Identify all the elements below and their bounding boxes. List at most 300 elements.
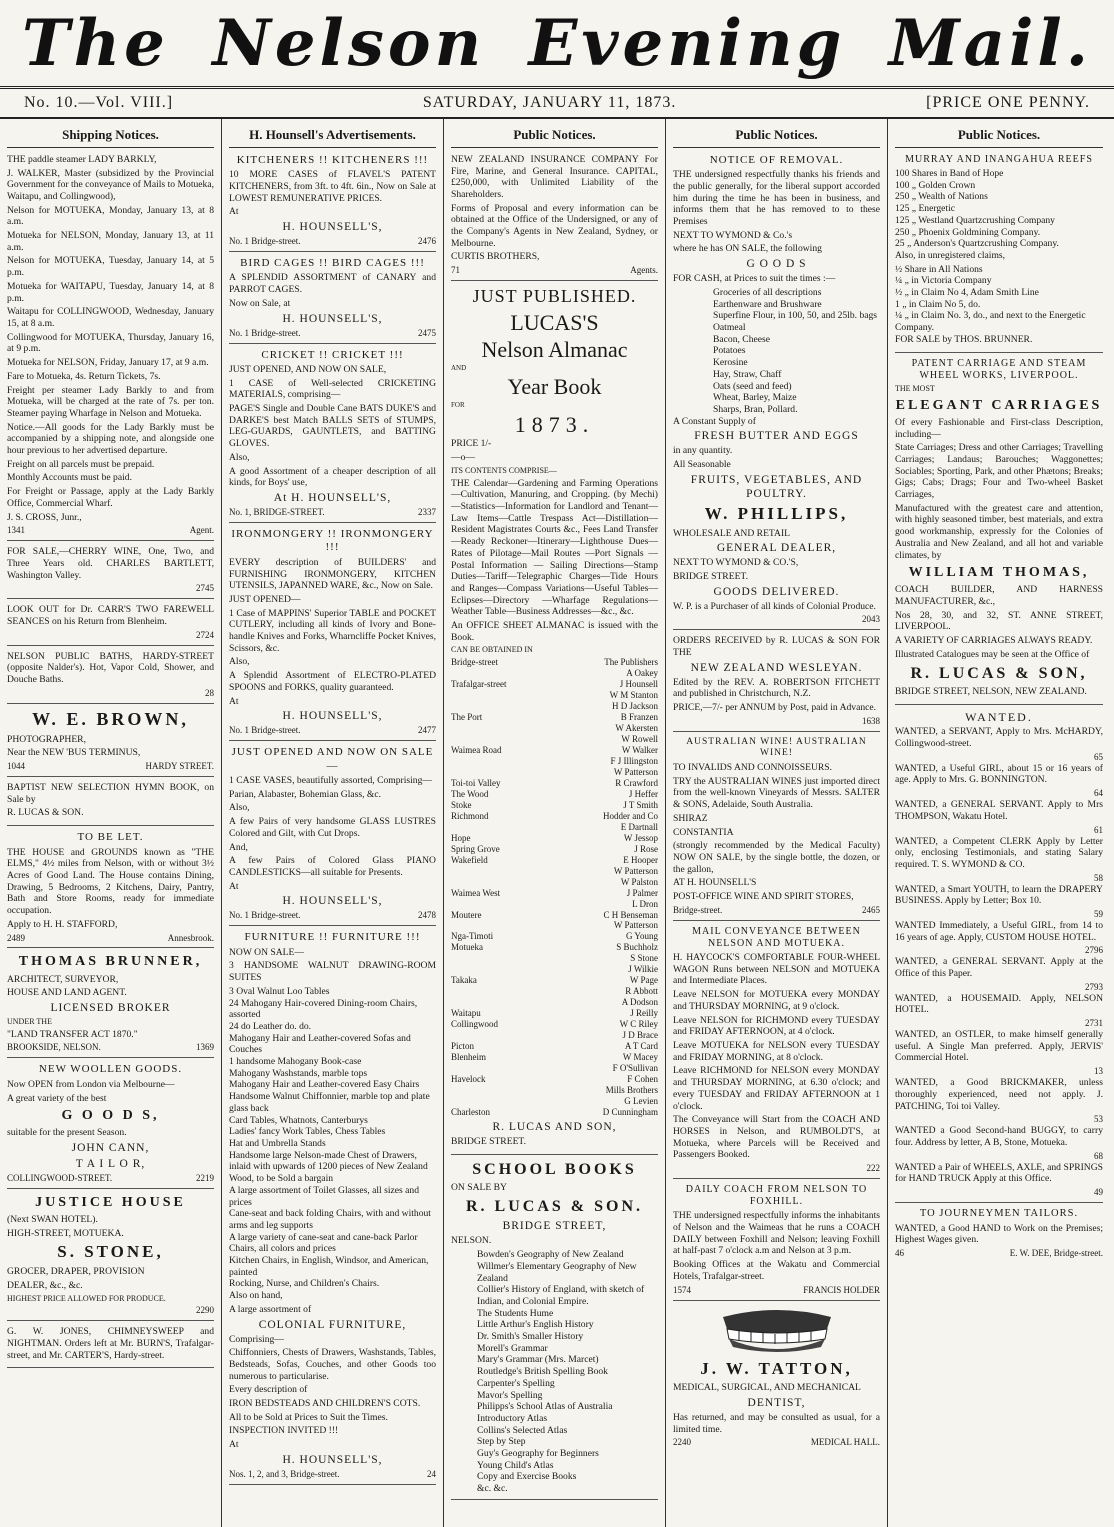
masthead bbox=[0, 0, 1114, 89]
list-item: The Port B Franzen bbox=[451, 712, 658, 723]
ad-line: INSPECTION INVITED !!! bbox=[229, 1425, 339, 1437]
wanted-item: WANTED, an OSTLER, to make himself generally useful. A Single Man preferred. Apply, JERVIS' Commercial Hotel. 13 bbox=[895, 1029, 1103, 1077]
list-item: 25 „ Anderson's Quartzcrushing Company. bbox=[895, 238, 1059, 250]
list-item: R Abbott bbox=[625, 986, 658, 997]
list-item: Willmer's Elementary Geography of New Zealand bbox=[477, 1260, 637, 1284]
ad-line: PHOTOGRAPHER, bbox=[7, 733, 86, 745]
ad-place: COLLINGWOOD-STREET. bbox=[7, 1173, 113, 1184]
list-item: A large assortment of Toilet Glasses, all sizes and prices bbox=[229, 1184, 420, 1208]
ad-body: NEW ZEALAND INSURANCE COMPANY For Fire, Marine, and General Insurance. CAPITAL, £250,000, with Unlimited Liability of the Shareholders. bbox=[451, 153, 658, 200]
list-item: W M Stanton bbox=[609, 690, 658, 701]
ad-year: 1873. bbox=[514, 411, 595, 437]
masthead-word-3: Evening bbox=[528, 5, 846, 81]
ad-line: AND bbox=[451, 363, 467, 372]
signature: J. S. CROSS, Junr., bbox=[7, 511, 82, 523]
ad-daily-coach bbox=[673, 1184, 880, 1301]
ad-to-let bbox=[7, 831, 214, 948]
column-public-notices-1 bbox=[444, 119, 666, 1527]
list-item: Waimea West J Palmer bbox=[451, 887, 658, 898]
signature: FRANCIS HOLDER bbox=[803, 1284, 880, 1295]
ad-body: J. WALKER, Master (subsidized by the Provincial Government for the conveyance of Mails to Motueka, Waitapu, and Collingwood), bbox=[7, 167, 214, 202]
column-heading: Public Notices. bbox=[451, 123, 658, 148]
ad-body: (strongly recommended by the Medical Faculty) NOW ON SALE, by the single bottle, the dozen, or the gallon, bbox=[673, 840, 880, 875]
ad-ref: 2290 bbox=[196, 1305, 214, 1316]
columns bbox=[0, 119, 1114, 1527]
ad-line: A Constant Supply of bbox=[673, 415, 756, 427]
ad-ref: 222 bbox=[866, 1163, 880, 1174]
list-item: Stoke J T Smith bbox=[451, 799, 658, 810]
ad-body: BAPTIST NEW SELECTION HYMN BOOK, on Sale by bbox=[7, 782, 214, 805]
ad-name: R. LUCAS & SON, bbox=[910, 664, 1088, 682]
ad-heading: TO BE LET. bbox=[77, 831, 144, 844]
mail-time: Leave MOTUEKA for NELSON every TUESDAY and FRIDAY MORNING, at 8 o'clock. bbox=[673, 1040, 880, 1063]
ad-body: 1 CASE of Well-selected CRICKETING MATERIALS, comprising— bbox=[229, 377, 436, 401]
ad-heading: JUSTICE HOUSE bbox=[35, 1195, 186, 1210]
list-item: Handsome Walnut Chiffonnier, marble top and plate glass back bbox=[229, 1091, 430, 1114]
ad-line: AT H. HOUNSELL'S bbox=[673, 877, 757, 889]
ad-body: ORDERS RECEIVED by R. LUCAS & SON FOR THE bbox=[673, 635, 880, 659]
ad-body: THE Calendar—Gardening and Farming Operations—Cultivation, Manuring, and Cropping. (by Mechi)—Statistics—Information for Landlord and Tenant—Law Items—Cattle Trespass Act—Distillation—Resident Magistrates Courts &c., Fees Land Transfer—Ready Reckoner—Itinerary—Lighthouse Dues—Rates of Pilotage—Mail Routes —Port Signals — Postal Information — Sailing Directions—Stamp Duties—Tariff—Telegraphic Charges—Tide Hours and Ranges—Compass Variations—Useful Tables—Eclipses—Directory —Wharfage Regulations—Weather Table—Business Addresses—&c., &c. bbox=[451, 477, 658, 618]
list-item: Collins's Selected Atlas bbox=[477, 1424, 568, 1436]
ad-ref: 2337 bbox=[418, 507, 436, 518]
list-item: Nga-Timoti G Young bbox=[451, 931, 658, 942]
ad-title: LUCAS'S bbox=[510, 310, 599, 336]
ad-line: CONSTANTIA bbox=[673, 826, 734, 838]
list-item: 125 „ Westland Quartzcrushing Company bbox=[895, 214, 1055, 226]
ad-place: MEDICAL HALL. bbox=[810, 1437, 880, 1448]
list-item: Groceries of all descriptions bbox=[713, 286, 822, 298]
ad-cherry-wine bbox=[7, 546, 214, 599]
ad-line: DEALER, &c., &c. bbox=[7, 1279, 83, 1291]
ad-body: Chiffonniers, Chests of Drawers, Washstands, Tables, Bedsteads, Sofas, Couches, and other Goods too numerous to particularise. bbox=[229, 1347, 436, 1382]
mail-time: Leave NELSON for RICHMOND every TUESDAY and FRIDAY AFTERNOON, at 4 o'clock. bbox=[673, 1014, 880, 1038]
ad-ref: 71 bbox=[451, 265, 460, 276]
list-item: W Patterson bbox=[613, 766, 658, 777]
ad-name: W. PHILLIPS, bbox=[704, 503, 849, 523]
list-item: 24 do Leather do. do. bbox=[229, 1020, 312, 1032]
ad-goods: G O O D S, bbox=[61, 1108, 160, 1124]
signature: E. W. DEE, Bridge-street. bbox=[1009, 1248, 1103, 1259]
list-item: Motueka S Buchholz bbox=[451, 942, 658, 953]
ad-name: H. HOUNSELL'S, bbox=[282, 1453, 383, 1466]
ad-line: Near the NEW 'BUS TERMINUS, bbox=[7, 747, 141, 759]
wanted-item: WANTED, a Competent CLERK Apply by Letter only, enclosing Testimonials, and stating Salary required. T. S. WYMOND & CO. 58 bbox=[895, 835, 1103, 883]
list-item: A Dodson bbox=[621, 997, 658, 1008]
ad-line: Also, bbox=[229, 451, 250, 463]
list-item: 125 „ Energetic bbox=[895, 203, 956, 215]
ad-line: JUST OPENED— bbox=[229, 593, 301, 605]
list-item: L Dron bbox=[632, 898, 658, 909]
list-item: Blenheim W Macey bbox=[451, 1052, 658, 1063]
wanted-item: WANTED a Good Second-hand BUGGY, to carry four. Address by letter, A B, Stone, Motueka. 68 bbox=[895, 1125, 1103, 1161]
ad-body: Manufactured with the greatest care and attention, with highly seasoned timber, best materials, and extra good workmanship, expressly for the Colonies of Australia and New Zealand, and all hot and variable climates, by bbox=[895, 502, 1103, 561]
ad-line: Nos 28, 30, and 32, ST. ANNE STREET, LIVERPOOL. bbox=[895, 609, 1103, 633]
ad-title: ELEGANT CARRIAGES bbox=[895, 397, 1103, 413]
ad-name: H. HOUNSELL'S, bbox=[282, 710, 383, 723]
ad-line: Of every Fashionable and First-class Description, including— bbox=[895, 416, 1103, 440]
list-item: Carpenter's Spelling bbox=[477, 1377, 555, 1389]
ad-kitcheners bbox=[229, 154, 436, 252]
ad-line: BRIDGE STREET, NELSON, NEW ZEALAND. bbox=[895, 686, 1087, 698]
wanted-item: WANTED, a HOUSEMAID. Apply, NELSON HOTEL. 2731 bbox=[895, 992, 1103, 1029]
column-heading: H. Hounsell's Advertisements. bbox=[229, 123, 436, 148]
list-item: Ladies' fancy Work Tables, Chess Tables bbox=[229, 1126, 386, 1138]
list-item: W Patterson bbox=[613, 865, 658, 876]
ad-body: THE undersigned respectfully thanks his friends and the public generally, for the liberal support accorded him during the time he has been in business, and informs them that he has removed to to these Premises bbox=[673, 169, 880, 228]
ad-heading: JUST OPENED AND NOW ON SALE— bbox=[231, 746, 434, 772]
ad-heading: JUST PUBLISHED. bbox=[472, 286, 637, 307]
list-item: G Levien bbox=[624, 1095, 658, 1106]
list-item: F O'Sullivan bbox=[612, 1063, 658, 1074]
ad-ref: 2489 bbox=[7, 932, 25, 943]
ad-ref: 46 bbox=[895, 1248, 904, 1259]
ad-line: JUST OPENED, AND NOW ON SALE, bbox=[229, 363, 387, 375]
ad-line: HIGH-STREET, MOTUEKA. bbox=[7, 1227, 124, 1239]
list-item: Moutere C H Benseman bbox=[451, 909, 658, 920]
ad-body: Forms of Proposal and every information can be obtained at the Office of the Undersigned, or any of the Company's Agents in New Zealand, Sydney, or Melbourne. bbox=[451, 202, 658, 249]
ad-name: R. LUCAS & SON. bbox=[465, 1197, 643, 1215]
ad-ref: 24 bbox=[427, 1468, 436, 1479]
ad-place: No. 1 Bridge-street. bbox=[229, 725, 301, 736]
ad-body: A SPLENDID ASSORTMENT of CANARY and PARROT CAGES. bbox=[229, 272, 436, 296]
ad-baths bbox=[7, 651, 214, 704]
ad-body: PAGE'S Single and Double Cane BATS DUKE'S and DARKE'S best Match BALLS SETS of STUMPS, LEG-GUARDS, GAUNTLETS, and BATTING GLOVES. bbox=[229, 403, 436, 450]
ad-body: State Carriages; Dress and other Carriages; Travelling Carriages; Landaus; Barouches; Waggonettes; Sociables; Sporting, Park, and other Phætons; Breaks; Gigs; Cabs; Drags; Four and Two-wheel Basket Carriages, bbox=[895, 442, 1103, 501]
ad-place: No. 1, BRIDGE-STREET. bbox=[229, 507, 325, 518]
list-item: 3 Oval Walnut Loo Tables bbox=[229, 985, 330, 997]
ad-place: Bridge-street. bbox=[673, 904, 723, 915]
ad-mail-conveyance bbox=[673, 926, 880, 1179]
ad-heading: NEW WOOLLEN GOODS. bbox=[38, 1063, 183, 1076]
ad-body: A good Assortment of a cheaper description of all kinds, for Boys' use, bbox=[229, 465, 436, 489]
list-item: 1 handsome Mahogany Book-case bbox=[229, 1056, 362, 1068]
ad-line: COACH BUILDER, AND HARNESS MANUFACTURER, &c., bbox=[895, 584, 1103, 608]
list-item: J D Brace bbox=[622, 1030, 658, 1041]
ad-bird-cages bbox=[229, 257, 436, 344]
ad-body: LOOK OUT for Dr. CARR'S TWO FAREWELL SEANCES on his Return from Blenheim. bbox=[7, 604, 214, 627]
ad-line: Parian, Alabaster, Bohemian Glass, &c. bbox=[229, 788, 382, 800]
list-item: Mahogany Hair and Leather-covered Sofas and Couches bbox=[229, 1032, 411, 1056]
list-item: Oats (seed and feed) bbox=[713, 380, 792, 392]
ad-ref: 28 bbox=[205, 687, 214, 698]
apply-text: Apply to H. H. STAFFORD, bbox=[7, 918, 118, 930]
list-item: Little Arthur's English History bbox=[477, 1319, 594, 1331]
ad-heading: PATENT CARRIAGE AND STEAM WHEEL WORKS, LIVERPOOL. bbox=[911, 357, 1087, 381]
ad-body: G. W. JONES, CHIMNEYSWEEP and NIGHTMAN. Orders left at Mr. BURN'S, Trafalgar-street, and Mr. CARTER'S, Hardy-street. bbox=[7, 1326, 214, 1361]
ad-name: S. STONE, bbox=[57, 1242, 164, 1262]
issue-price: [PRICE ONE PENNY. bbox=[926, 94, 1090, 111]
list-item: 250 „ Wealth of Nations bbox=[895, 191, 988, 203]
ad-agent: Agents. bbox=[630, 265, 658, 276]
ad-line: SHIRAZ bbox=[673, 812, 708, 824]
ad-body: 1 CASE VASES, beautifully assorted, Comprising— bbox=[229, 775, 432, 787]
ad-ref: 1574 bbox=[673, 1284, 691, 1295]
ad-name: J. W. TATTON, bbox=[700, 1358, 853, 1378]
ad-ref: 2477 bbox=[418, 725, 436, 736]
ad-line: in any quantity. bbox=[673, 445, 733, 457]
ad-goods: G O O D S bbox=[746, 258, 807, 271]
list-item: Guy's Geography for Beginners bbox=[477, 1448, 599, 1460]
list-item: 1 „ in Claim No 5, do. bbox=[895, 298, 981, 310]
list-item: Philipps's School Atlas of Australia bbox=[477, 1401, 613, 1413]
ad-place: No. 1 Bridge-street. bbox=[229, 327, 301, 338]
ad-line: At bbox=[229, 695, 239, 707]
monthly-text: Monthly Accounts must be paid. bbox=[7, 472, 132, 484]
ad-name: THOMAS BRUNNER, bbox=[18, 954, 203, 970]
ad-hymn-book bbox=[7, 782, 214, 826]
ad-line: GENERAL DEALER, bbox=[716, 542, 837, 555]
ad-line: THE MOST bbox=[895, 383, 935, 393]
ad-line: FRUITS, VEGETABLES, AND POULTRY. bbox=[690, 473, 863, 500]
wanted-item: WANTED Immediately, a Useful GIRL, from 14 to 16 years of age. Apply, CUSTOM HOUSE HOTEL. 2796 bbox=[895, 919, 1103, 956]
list-item: Routledge's British Spelling Book bbox=[477, 1366, 608, 1378]
masthead-word-2: Nelson bbox=[212, 5, 486, 81]
ad-australian-wine bbox=[673, 737, 880, 921]
list-item: Bowden's Geography of New Zealand bbox=[477, 1249, 624, 1261]
ad-heading: BIRD CAGES !! BIRD CAGES !!! bbox=[240, 257, 425, 270]
ad-heading: FURNITURE !! FURNITURE !!! bbox=[244, 931, 421, 944]
ad-body: THE HOUSE and GROUNDS known as "THE ELMS," 4½ miles from Nelson, with or without 3½ Acres of Good Land. The House contains Dining, Drawing, 5 Bedrooms, 2 Kitchens, Dairy, Pantry, Bath and Store Rooms, ready for immediate occupation. bbox=[7, 846, 214, 917]
list-item: Havelock F Cohen bbox=[451, 1074, 658, 1085]
ad-line: FRESH BUTTER AND EGGS bbox=[694, 430, 859, 443]
ad-body: H. HAYCOCK'S COMFORTABLE FOUR-WHEEL WAGON Runs between NELSON and MOTUEKA and Intermediate Places. bbox=[673, 952, 880, 987]
ad-line: FOR CASH, at Prices to suit the times :— bbox=[673, 273, 836, 285]
ad-line: —o— bbox=[451, 452, 475, 464]
list-item: Sharps, Bran, Pollard. bbox=[713, 403, 798, 415]
list-item: Waitapu J Reilly bbox=[451, 1008, 658, 1019]
ad-body: TRY the AUSTRALIAN WINES just imported direct from the well-known Vineyards of Messrs. SALTER & SONS, Adelaide, South Australia. bbox=[673, 775, 880, 811]
list-item: Copy and Exercise Books bbox=[477, 1471, 577, 1483]
list-item: 100 „ Golden Crown bbox=[895, 179, 976, 191]
ad-line: (Next SWAN HOTEL). bbox=[7, 1214, 98, 1226]
ad-line: BRIDGE STREET, bbox=[502, 1220, 607, 1233]
ad-line: A large assortment of bbox=[229, 1303, 312, 1315]
ad-reefs bbox=[895, 154, 1103, 353]
ad-line: And, bbox=[229, 841, 248, 853]
ad-ref: 2240 bbox=[673, 1437, 691, 1448]
ad-dentist bbox=[673, 1307, 880, 1453]
list-item: Mary's Grammar (Mrs. Marcet) bbox=[477, 1354, 599, 1366]
prepaid-text: Freight on all parcels must be prepaid. bbox=[7, 458, 155, 470]
teeth-illustration-icon bbox=[717, 1307, 837, 1353]
ad-body: THE undersigned respectfully informs the inhabitants of Nelson and the Waimeas that he runs a COACH DAILY between Foxhill and Nelson; leaving Foxhill at half-past 7 o'clock a.m and Nelson at 3 p.m. bbox=[673, 1210, 880, 1257]
sailing-time: Nelson for MOTUEKA, Tuesday, January 14, at 5 p.m. bbox=[7, 255, 214, 279]
ad-line: HIGHEST PRICE ALLOWED FOR PRODUCE. bbox=[7, 1293, 166, 1303]
ad-ref: 2219 bbox=[196, 1173, 214, 1184]
ad-line: At bbox=[229, 1439, 239, 1451]
sailing-time: Waitapu for COLLINGWOOD, Wednesday, January 15, at 8 a.m. bbox=[7, 306, 214, 329]
ad-line: At bbox=[229, 880, 239, 892]
ad-line: W. P. is a Purchaser of all kinds of Colonial Produce. bbox=[673, 600, 876, 612]
ad-ref: 1341 bbox=[7, 525, 25, 536]
ad-place: Nos. 1, 2, and 3, Bridge-street. bbox=[229, 1468, 340, 1479]
ad-ref: 2476 bbox=[418, 236, 436, 247]
ad-line: Also on hand, bbox=[229, 1290, 283, 1302]
mail-time: Leave NELSON for MOTUEKA every MONDAY and THURSDAY MORNING, at 9 o'clock. bbox=[673, 989, 880, 1012]
ad-insurance bbox=[451, 154, 658, 281]
list-item: A large variety of cane-seat and cane-back Parlor Chairs, all colors and prices bbox=[229, 1231, 418, 1255]
list-item: 100 Shares in Band of Hope bbox=[895, 168, 1004, 180]
list-item: Handsome large Nelson-made Chest of Drawers, inlaid with upwards of 1200 pieces of New Zealand Wood, to be Sold a bargain bbox=[229, 1149, 428, 1185]
ad-heading: SCHOOL BOOKS bbox=[472, 1160, 637, 1178]
ad-heading: MAIL CONVEYANCE BETWEEN NELSON AND MOTUEKA. bbox=[692, 925, 861, 949]
ad-trade: T A I L O R, bbox=[75, 1158, 146, 1171]
sailing-time: Collingwood for MOTUEKA, Thursday, January 16, at 9 p.m. bbox=[7, 331, 214, 355]
list-item: ¼ „ in Victoria Company bbox=[895, 275, 992, 287]
ad-body: 3 HANDSOME WALNUT DRAWING-ROOM SUITES bbox=[229, 960, 436, 984]
list-item: Collingwood W C Riley bbox=[451, 1019, 658, 1030]
list-item: W Rowell bbox=[621, 734, 658, 745]
ad-body: A Splendid Assortment of ELECTRO-PLATED SPOONS and FORKS, quality guaranteed. bbox=[229, 670, 436, 693]
ad-school-books bbox=[451, 1160, 658, 1500]
ad-line: BRIDGE STREET. bbox=[451, 1135, 526, 1147]
list-item: Picton A T Card bbox=[451, 1041, 658, 1052]
ad-heading: MURRAY AND INANGAHUA REEFS bbox=[905, 153, 1093, 165]
sailing-time: Motueka for NELSON, Friday, January 17, at 9 a.m. bbox=[7, 357, 209, 369]
wanted-item: WANTED, a Good BRICKMAKER, unless thoroughly experienced, need not apply. J. PATCHING, Toi toi Valley. 53 bbox=[895, 1077, 1103, 1125]
ad-brown bbox=[7, 709, 214, 777]
ad-heading: DAILY COACH FROM NELSON TO FOXHILL. bbox=[685, 1184, 868, 1208]
ad-line: ON SALE BY bbox=[451, 1182, 507, 1194]
ad-heading: AUSTRALIAN WINE! AUSTRALIAN WINE! bbox=[686, 736, 867, 759]
list-item: Hope W Jessop bbox=[451, 832, 658, 843]
ad-line: Also, bbox=[229, 656, 250, 668]
list-item: Kerosine bbox=[713, 357, 748, 369]
ad-line: UNDER THE bbox=[7, 1016, 52, 1026]
sailing-time: Motueka for WAITAPU, Tuesday, January 14, at 8 p.m. bbox=[7, 280, 214, 304]
list-item: The Wood J Heffer bbox=[451, 788, 658, 799]
ad-price: PRICE,—7/- per ANNUM by Post, paid in Advance. bbox=[673, 702, 877, 714]
ad-ref: 1638 bbox=[862, 715, 880, 726]
shares-list bbox=[895, 168, 1103, 250]
ad-line: MEDICAL, SURGICAL, AND MECHANICAL bbox=[673, 1382, 861, 1394]
ad-line: All Seasonable bbox=[673, 459, 731, 471]
ad-ref: 1044 bbox=[7, 761, 25, 772]
list-item: The Students Hume bbox=[477, 1307, 554, 1319]
agents-list bbox=[451, 657, 658, 1118]
list-item: Superfine Flour, in 100, 50, and 25lb. bags bbox=[713, 310, 878, 322]
ad-line: POST-OFFICE WINE AND SPIRIT STORES, bbox=[673, 891, 854, 903]
ad-title: Year Book bbox=[507, 374, 602, 400]
ad-line: WHOLESALE AND RETAIL bbox=[673, 527, 791, 539]
claims-list bbox=[895, 264, 1103, 334]
furniture-list bbox=[229, 986, 436, 1290]
list-item: Waimea Road W Walker bbox=[451, 744, 658, 755]
ad-ref: 2724 bbox=[196, 629, 214, 640]
ad-heading: TO JOURNEYMEN TAILORS. bbox=[919, 1207, 1079, 1219]
ad-ref: 2475 bbox=[418, 327, 436, 338]
wanted-item: WANTED a Pair of WHEELS, AXLE, and SPRINGS for HAND TRUCK Apply at this Office. 49 bbox=[895, 1161, 1103, 1198]
ad-ref: 2745 bbox=[196, 583, 214, 594]
list-item: Spring Grove J Rose bbox=[451, 843, 658, 854]
ad-line: "LAND TRANSFER ACT 1870." bbox=[7, 1028, 138, 1040]
list-item: Takaka W Page bbox=[451, 975, 658, 986]
list-item: ½ „ in Claim No 4, Adam Smith Line bbox=[895, 287, 1039, 299]
ad-line: TO INVALIDS AND CONNOISSEURS. bbox=[673, 762, 833, 773]
signature: R. LUCAS & SON. bbox=[7, 807, 84, 819]
ad-line: FOR bbox=[451, 401, 465, 410]
ad-ref: 2043 bbox=[862, 614, 880, 625]
ad-price: PRICE 1/- bbox=[451, 438, 492, 450]
ad-line: Every description of bbox=[229, 1384, 308, 1396]
ad-name: JOHN CANN, bbox=[71, 1142, 150, 1154]
ad-heading: KITCHENERS !! KITCHENERS !!! bbox=[236, 153, 429, 166]
ad-line: A great variety of the best bbox=[7, 1092, 107, 1104]
column-heading: Public Notices. bbox=[895, 123, 1103, 148]
list-item: Trafalgar-street J Hounsell bbox=[451, 679, 658, 690]
list-item: Card Tables, Whatnots, Canterburys bbox=[229, 1114, 368, 1126]
ad-cricket bbox=[229, 349, 436, 523]
ad-line: GROCER, DRAPER, PROVISION bbox=[7, 1266, 145, 1278]
ad-street: HARDY STREET. bbox=[145, 761, 214, 772]
list-item: Mills Brothers bbox=[605, 1085, 658, 1096]
list-item: Potatoes bbox=[713, 345, 746, 357]
ad-body: FOR SALE,—CHERRY WINE, One, Two, and Three Years old. CHARLES BARTLETT, Washington Valley. bbox=[7, 546, 214, 581]
ad-body: 10 MORE CASES of FLAVEL'S PATENT KITCHENERS, from 3ft. to 4ft. 6in., Now on Sale at LOWEST REMUNERATIVE PRICES. bbox=[229, 169, 436, 204]
ad-body: Edited by the REV. A. ROBERTSON FITCHETT and published in Christchurch, N.Z. bbox=[673, 676, 880, 700]
list-item: Mavor's Spelling bbox=[477, 1389, 543, 1401]
ad-line: Illustrated Catalogues may be seen at the Office of bbox=[895, 648, 1090, 660]
ad-heading: WANTED. bbox=[965, 709, 1033, 724]
ad-body: WANTED, a Good HAND to Work on the Premises; Highest Wages given. bbox=[895, 1222, 1103, 1246]
ad-line: HOUSE AND LAND AGENT. bbox=[7, 987, 127, 999]
column-hounsell bbox=[222, 119, 444, 1527]
ad-line: IRON BEDSTEADS AND CHILDREN'S COTS. bbox=[229, 1398, 421, 1410]
ad-line: Also, in unregistered claims, bbox=[895, 249, 1006, 261]
list-item: S Stone bbox=[630, 953, 658, 964]
ad-line: BRIDGE STREET. bbox=[673, 570, 748, 582]
column-public-notices-2 bbox=[666, 119, 888, 1527]
wanted-item: WANTED, a Smart YOUTH, to learn the DRAPERY BUSINESS. Apply by Letter; Box 10. 59 bbox=[895, 883, 1103, 919]
ad-ref: 2465 bbox=[862, 904, 880, 915]
ad-furniture bbox=[229, 931, 436, 1485]
ad-line: All to be Sold at Prices to Suit the Times. bbox=[229, 1411, 388, 1423]
masthead-word-4: Mail. bbox=[888, 5, 1092, 81]
ad-removal bbox=[673, 154, 880, 630]
list-item: Wakefield E Hooper bbox=[451, 854, 658, 865]
dateline bbox=[0, 89, 1114, 119]
wanted-item: WANTED, a SERVANT, Apply to Mrs. McHARDY, Collingwood-street. 65 bbox=[895, 726, 1103, 762]
list-item: F J Illingston bbox=[610, 755, 658, 766]
list-item: Dr. Smith's Smaller History bbox=[477, 1331, 584, 1343]
list-item: W Patterson bbox=[613, 920, 658, 931]
ad-line: ARCHITECT, SURVEYOR, bbox=[7, 973, 119, 985]
ad-place: BROOKSIDE, NELSON. bbox=[7, 1042, 101, 1053]
list-item: J Wilkie bbox=[628, 964, 658, 975]
ad-wanted bbox=[895, 710, 1103, 1203]
ad-title: THE paddle steamer LADY BARKLY, bbox=[7, 153, 157, 165]
ad-name: H. HOUNSELL'S, bbox=[282, 895, 383, 908]
ad-seances bbox=[7, 604, 214, 645]
list-item: Wheat, Barley, Maize bbox=[713, 392, 797, 404]
list-item: Mahogany Washstands, marble tops bbox=[229, 1067, 368, 1079]
signature: CURTIS BROTHERS, bbox=[451, 251, 540, 263]
list-item: E Dartnall bbox=[620, 821, 658, 832]
ad-name: At H. HOUNSELL'S, bbox=[273, 492, 392, 504]
signature: R. LUCAS AND SON, bbox=[492, 1120, 617, 1133]
column-heading: Shipping Notices. bbox=[7, 123, 214, 148]
ad-line: Comprising— bbox=[229, 1333, 284, 1345]
list-item: ¼ „ in Claim No. 3, do., and next to the Energetic Company. bbox=[895, 310, 1086, 334]
ad-chimneysweep bbox=[7, 1326, 214, 1368]
fare-text: Fare to Motueka, 4s. Return Tickets, 7s. bbox=[7, 370, 161, 382]
ad-line: NOW ON SALE— bbox=[229, 946, 304, 958]
ad-name: W. E. BROWN, bbox=[32, 708, 189, 729]
list-item: A Oakey bbox=[626, 668, 658, 679]
ad-body: EVERY description of BUILDERS' and FURNISHING IRONMONGERY, KITCHEN UTENSILS, JAPANNED WARE, &c., Now on Sale. bbox=[229, 556, 436, 592]
list-item: Mahogany Hair and Leather-covered Easy Chairs bbox=[229, 1079, 420, 1091]
ad-line: NEXT TO WYMOND & Co.'s bbox=[673, 229, 793, 241]
